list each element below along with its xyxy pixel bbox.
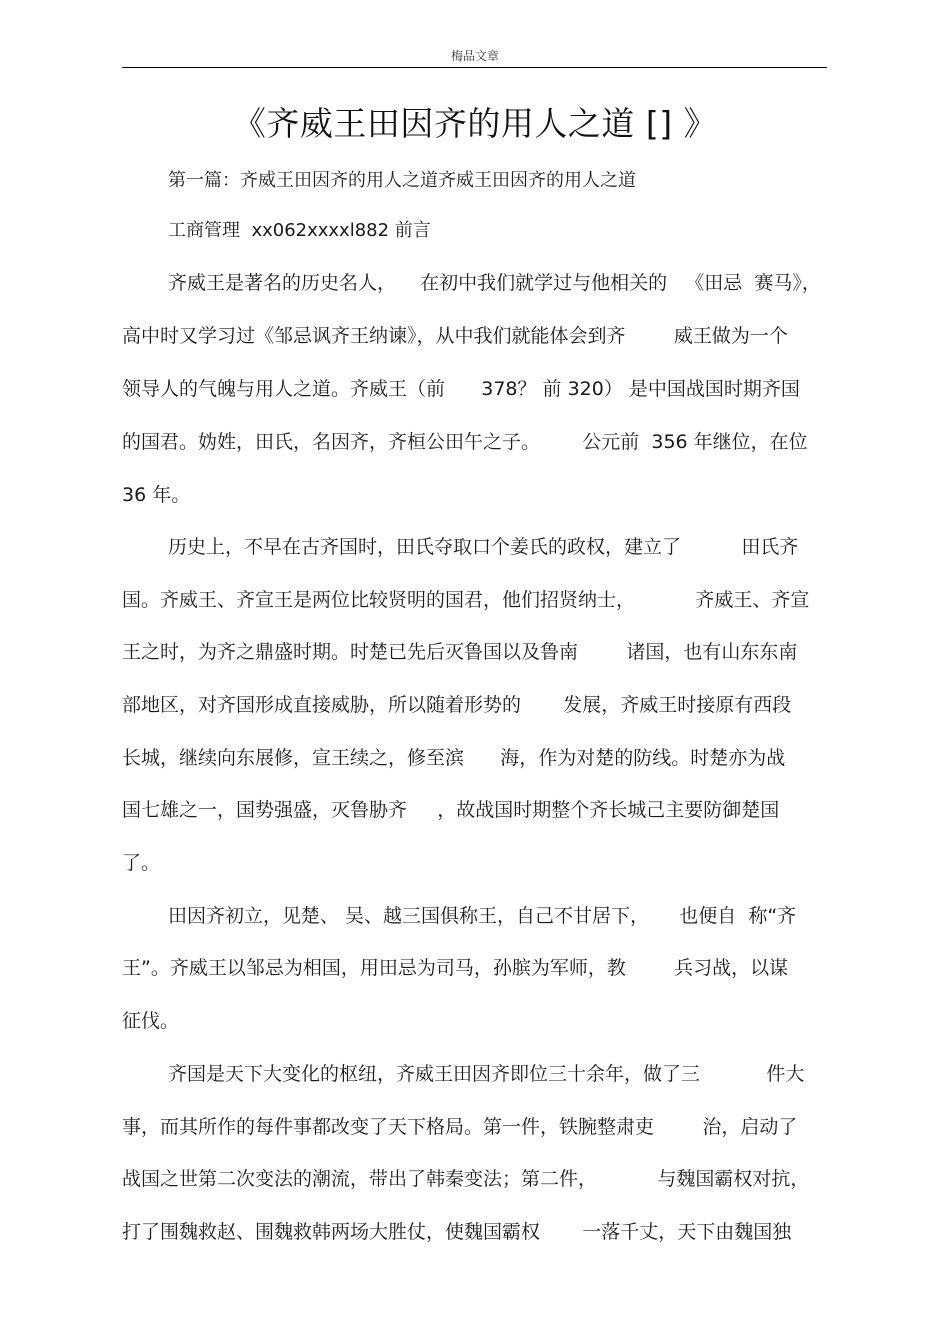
paragraph-2-line-3: 王之时，为齐之鼎盛时期。时楚已先后灭鲁国以及鲁南 诸国，也有山东东南 bbox=[122, 641, 798, 663]
paragraph-1-line-5: 36 年。 bbox=[122, 484, 191, 506]
header-label: 梅品文章 bbox=[450, 49, 499, 63]
document-title: 《齐威王田因齐的用人之道 [] 》 bbox=[232, 104, 718, 143]
paragraph-2-line-7: 了。 bbox=[122, 852, 161, 874]
author-line: 工商管理 xx062xxxxl882 前言 bbox=[168, 220, 431, 241]
paragraph-4-line-3: 战国之世第二次变法的潮流，带出了韩秦变法；第二件， 与魏国霸权对抗， bbox=[122, 1168, 810, 1190]
paragraph-4-line-1: 齐国是天下大变化的枢纽，齐威王田因齐即位三十余年，做了三 件大 bbox=[168, 1063, 805, 1085]
paragraph-4-line-2: 事，而其所作的每件事都改变了天下格局。第一件，铁腕整肃吏 治，启动了 bbox=[122, 1116, 798, 1138]
paragraph-2-line-2: 国。齐威王、齐宣王是两位比较贤明的国君，他们招贤纳士， 齐威王、齐宣 bbox=[122, 589, 810, 611]
paragraph-1-line-1: 齐威王是著名的历史名人， 在初中我们就学过与他相关的 《田忌 赛马》， bbox=[168, 272, 821, 294]
paragraph-2-line-5: 长城，继续向东展修，宣王续之，修至滨 海，作为对楚的防线。时楚亦为战 bbox=[122, 747, 786, 769]
paragraph-3-line-2: 王”。齐威王以邹忌为相国，用田忌为司马，孙膑为军师，教 兵习战，以谋 bbox=[122, 957, 789, 979]
paragraph-3-line-3: 征伐。 bbox=[122, 1010, 180, 1032]
paragraph-2-line-1: 历史上，不早在古齐国时，田氏夺取口个姜氏的政权，建立了 田氏齐 bbox=[168, 536, 799, 558]
paragraph-4-line-4: 打了围魏救赵、围魏救韩两场大胜仗，使魏国霸权 一落千丈，天下由魏国独 bbox=[122, 1221, 792, 1243]
paragraph-3-line-1: 田因齐初立，见楚、 吴、越三国俱称王，自己不甘居下， 也便自 称“齐 bbox=[168, 905, 797, 927]
paragraph-1-line-3: 领导人的气魄与用人之道。齐威王（前 378？ 前 320） 是中国战国时期齐国 bbox=[122, 378, 800, 400]
paragraph-1-line-4: 的国君。妫姓，田氏，名因齐，齐桓公田午之子。 公元前 356 年继位，在位 bbox=[122, 431, 808, 453]
paragraph-1-line-2: 高中时又学习过《邹忌讽齐王纳谏》，从中我们就能体会到齐 威王做为一个 bbox=[122, 325, 788, 347]
subtitle-line: 第一篇：齐威王田因齐的用人之道齐威王田因齐的用人之道 bbox=[168, 170, 636, 191]
paragraph-2-line-4: 部地区，对齐国形成直接威胁，所以随着形势的 发展，齐威王时接原有西段 bbox=[122, 694, 792, 716]
paragraph-2-line-6: 国七雄之一，国势强盛，灭鲁胁齐 ，故战国时期整个齐长城己主要防御楚国 bbox=[122, 799, 780, 821]
header-divider bbox=[122, 67, 827, 68]
